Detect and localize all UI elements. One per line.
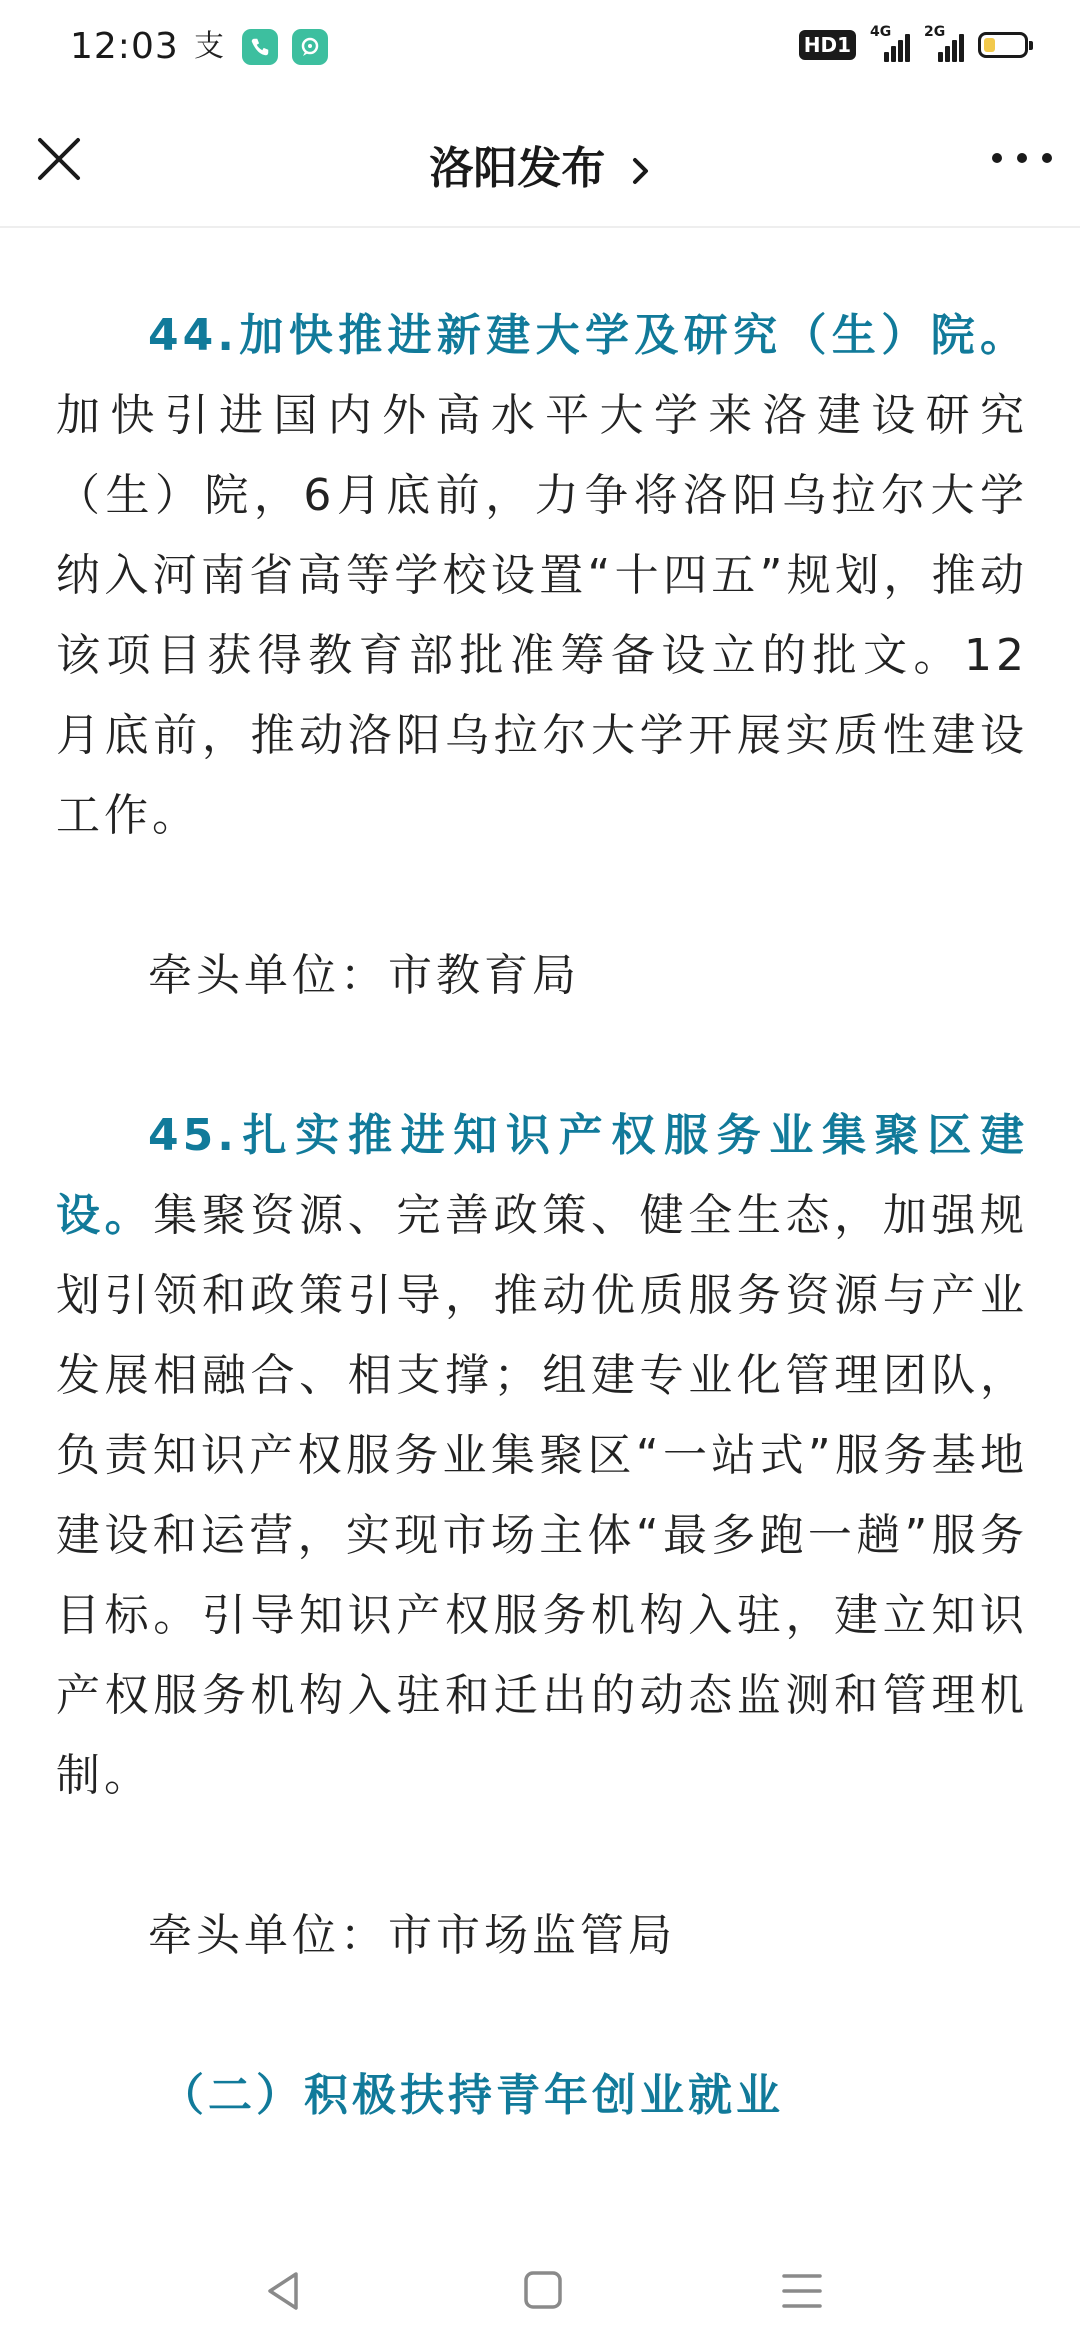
home-button[interactable] [512, 2266, 572, 2316]
item-45-paragraph [56, 1096, 1028, 1816]
item-44-lead-unit: 牵头单位：市教育局 [148, 950, 580, 1001]
hd-badge: HD1 [799, 30, 856, 60]
page-title: 洛阳发布 [429, 143, 606, 194]
chevron-right-icon [631, 154, 651, 188]
item-45-body: 集聚资源、完善政策、健全生态，加强规划引领和政策引导，推动优质服务资源与产业发展相融合、相支撑；组建专业化管理团队，负责知识产权服务业集聚区“一站式”服务基地建设和运营，实现市场主体“最多跑一趟”服务目标。引导知识产权服务机构入驻，建立知识产权服务机构入驻和迁出的动态监测和管理机制。 [56, 1190, 1029, 1801]
phone-app-icon [242, 29, 278, 65]
system-nav-bar [0, 2226, 1080, 2340]
status-right-icons [799, 24, 1028, 62]
section-heading: （二）积极扶持青年创业就业 [160, 2070, 784, 2121]
alipay-icon: 支 [194, 29, 224, 64]
signal-4g-icon: 4G [870, 28, 910, 62]
more-icon [992, 153, 1002, 163]
back-triangle-icon [256, 2266, 316, 2316]
item-45-heading: 45.扎实推进知识产权服务业集聚区建设。 [56, 1110, 1028, 1241]
status-left-icons [190, 28, 328, 66]
more-options-button[interactable] [992, 138, 1052, 178]
status-bar [0, 0, 1080, 96]
item-45-lead-unit: 牵头单位：市市场监管局 [148, 1910, 676, 1961]
top-nav-bar [0, 96, 1080, 228]
item-44-paragraph [56, 296, 1028, 856]
back-button[interactable] [256, 2266, 316, 2316]
battery-fill [984, 38, 995, 52]
battery-icon [978, 32, 1028, 58]
home-square-icon [512, 2266, 572, 2316]
account-title-link[interactable] [0, 132, 1080, 196]
article-body [56, 296, 1028, 2136]
message-app-icon [292, 29, 328, 65]
status-time: 12:03 [70, 26, 179, 67]
item-44-heading: 44.加快推进新建大学及研究（生）院。 [148, 310, 1028, 361]
item-44-body: 加快引进国内外高水平大学来洛建设研究（生）院，6月底前，力争将洛阳乌拉尔大学纳入河南省高等学校设置“十四五”规划，推动该项目获得教育部批准筹备设立的批文。12月底前，推动洛阳乌拉尔大学开展实质性建设工作。 [56, 390, 1028, 841]
signal-2g-icon: 2G [924, 28, 964, 62]
recents-button[interactable] [772, 2266, 832, 2316]
menu-lines-icon [772, 2266, 832, 2316]
